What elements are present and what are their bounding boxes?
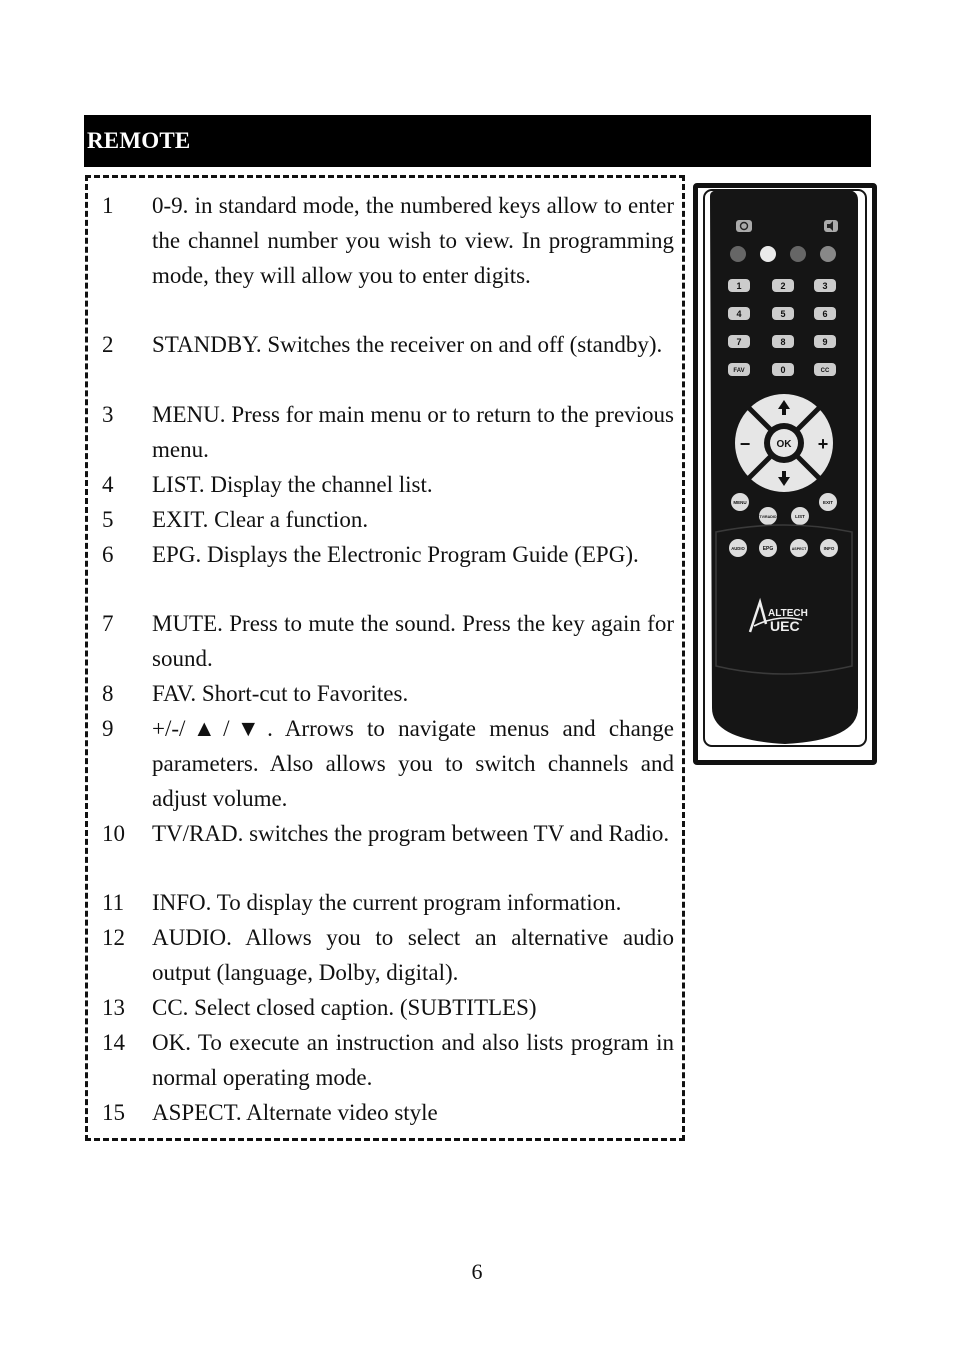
item-number: 10 — [102, 821, 125, 846]
item-number: 15 — [102, 1100, 125, 1125]
item-text: ASPECT. Alternate video style — [152, 1100, 438, 1125]
key-label: 1 — [736, 281, 742, 291]
key-label: CC — [820, 368, 830, 374]
item-number: 9 — [102, 716, 114, 741]
ok-label: OK — [776, 439, 792, 450]
color-key-blue — [820, 246, 836, 262]
key-label: 2 — [780, 281, 786, 291]
color-key-green — [760, 246, 776, 262]
info-label: INFO — [823, 546, 835, 551]
item-text: MENU. Press for main menu or to return to the previous menu. — [152, 402, 674, 462]
key-label: 7 — [736, 337, 742, 347]
item-number: 12 — [102, 925, 125, 950]
aspect-label: ASPECT — [791, 547, 807, 551]
item-number: 11 — [102, 890, 125, 915]
key-label: 5 — [780, 309, 786, 319]
key-label: 8 — [780, 337, 786, 347]
color-key-yellow — [790, 246, 806, 262]
brand-name-bottom: UEC — [770, 618, 800, 634]
item-number: 5 — [102, 507, 114, 532]
item-number: 7 — [102, 611, 114, 636]
item-text: INFO. To display the current program information. — [152, 890, 622, 915]
epg-label: EPG — [762, 546, 774, 552]
item-number: 14 — [102, 1030, 125, 1055]
item-number: 3 — [102, 402, 114, 427]
audio-label: AUDIO — [731, 546, 745, 551]
item-text: EPG. Displays the Electronic Program Guide (EPG). — [152, 542, 639, 567]
item-number: 8 — [102, 681, 114, 706]
brand-name-top: ALTECH — [768, 608, 808, 619]
item-text: CC. Select closed caption. (SUBTITLES) — [152, 995, 537, 1020]
item-text: AUDIO. Allows you to select an alternative audio output (language, Dolby, digital). — [152, 925, 674, 985]
item-text: MUTE. Press to mute the sound. Press the key again for sound. — [152, 611, 674, 671]
item-number: 1 — [102, 193, 114, 218]
remote-illustration — [693, 183, 877, 765]
item-text: OK. To execute an instruction and also lists program in normal operating mode. — [152, 1030, 674, 1090]
key-label: 4 — [736, 309, 742, 319]
item-text: EXIT. Clear a function. — [152, 507, 369, 532]
item-number: 2 — [102, 332, 114, 357]
item-text: STANDBY. Switches the receiver on and off (standby). — [152, 332, 663, 357]
menu-label: MENU — [733, 500, 747, 505]
remote-drawing — [698, 188, 872, 760]
key-label: 0 — [780, 365, 786, 375]
list-label: LIST — [795, 514, 805, 519]
key-description-list — [85, 175, 685, 1141]
tvrad-label: TV/RADIO — [759, 515, 777, 519]
section-header — [84, 115, 871, 167]
item-text: LIST. Display the channel list. — [152, 472, 433, 497]
item-number: 4 — [102, 472, 114, 497]
minus-label: − — [739, 434, 751, 454]
item-text: TV/RAD. switches the program between TV and Radio. — [152, 821, 670, 846]
key-label: 9 — [822, 337, 828, 347]
item-number: 6 — [102, 542, 114, 567]
item-text: +/-/▲/▼. Arrows to navigate menus and change parameters. Also allows you to switch channels and adjust volume. — [152, 716, 674, 811]
section-title: REMOTE — [87, 128, 191, 153]
page-number: 6 — [471, 1259, 483, 1284]
plus-label: + — [817, 434, 829, 454]
key-label: FAV — [733, 368, 745, 374]
item-text: FAV. Short-cut to Favorites. — [152, 681, 409, 706]
key-label: 6 — [822, 309, 828, 319]
exit-label: EXIT — [822, 500, 834, 505]
item-text: 0-9. in standard mode, the numbered keys allow to enter the channel number you wish to view. In programming mode, they will allow you to enter digits. — [152, 193, 674, 288]
key-label: 3 — [822, 281, 828, 291]
color-key-red — [730, 246, 746, 262]
item-number: 13 — [102, 995, 125, 1020]
